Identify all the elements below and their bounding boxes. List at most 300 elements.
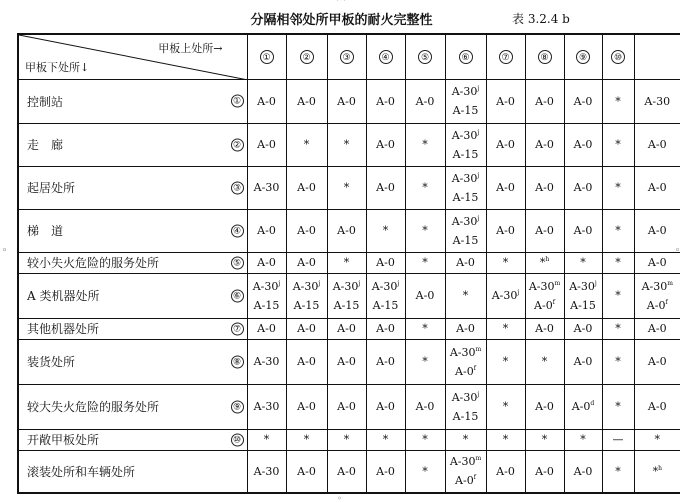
cell-value: A-30$^m$ [449,345,482,359]
cell-value: * [382,433,389,446]
cell-value: A-30$^m$ [449,455,482,469]
cell-value: A-0 [337,94,356,108]
cell-value: A-0 [337,322,356,335]
cell-value: A-0 [297,181,316,194]
corner-header [18,34,247,79]
footnote-mark: j [358,279,361,287]
row-number: ② [231,138,244,151]
value-cell [564,318,602,339]
cell-value: *$^h$ [539,256,550,269]
row-number: ④ [231,224,244,237]
cell-value: A-0 [535,94,554,108]
value-cell [327,209,366,252]
footnote-mark: h [545,256,550,263]
cell-value: * [422,355,428,368]
value-cell [366,79,405,123]
table-body [18,79,680,493]
value-cell [564,339,602,384]
value-cell [564,166,602,209]
cell-value: A-0 [573,224,593,237]
cell-value: * [382,224,389,237]
cell-value: A-30$^j$ [371,279,400,293]
cell-value: A-30$^m$ [528,279,561,293]
value-cell [634,79,680,123]
cell-value: A-0 [257,94,276,108]
cell-value: A-0 [573,181,593,194]
value-cell [486,123,525,166]
cell-value: A-0 [376,94,395,108]
table-row [18,384,680,429]
column-number: ⑥ [459,50,473,64]
cell-value: A-0 [257,138,276,151]
column-number: ⑦ [499,50,513,64]
row-label: 开敞甲板处所 [27,433,100,447]
value-cell [247,450,286,493]
footnote-mark: j [477,390,480,398]
value-cell [486,252,525,273]
crop-mark-right: ◦ [675,246,681,256]
table-row [18,273,680,318]
value-cell [445,318,486,339]
value-cell [564,384,602,429]
value-cell [366,318,405,339]
cell-value: A-30 [253,400,280,413]
table-row [18,450,680,493]
cell-value: A-0 [573,355,593,368]
cell-value: A-0 [337,224,356,237]
cell-value: A-0 [376,355,395,368]
title-bar [0,9,683,28]
cell-value: * [502,355,509,368]
value-cell [405,166,445,209]
value-cell [327,273,366,318]
cell-value: A-0$^d$ [571,400,595,413]
cell-value: * [615,355,621,368]
cell-value: A-0 [297,224,316,237]
cell-value: * [615,181,621,194]
cell-value: A-0$^f$ [534,298,555,312]
cell-value: A-0 [376,400,395,413]
row-label-cell [18,123,247,166]
footnote-mark: j [397,279,400,287]
cell-value: * [462,433,469,446]
value-cell [366,450,405,493]
value-cell [327,384,366,429]
value-cell [247,252,286,273]
row-label-cell [18,79,247,123]
row-label-cell [18,166,247,209]
value-cell [634,339,680,384]
cell-value: * [502,433,509,446]
value-cell [486,318,525,339]
cell-value: A-15 [452,104,479,117]
cell-value: — [612,433,624,446]
value-cell [286,339,327,384]
cell-value: * [303,433,310,446]
table-row [18,166,680,209]
crop-mark-bottom: ◦ [337,494,342,503]
value-cell [564,209,602,252]
value-cell [602,79,634,123]
cell-value: * [422,138,428,151]
cell-value: * [654,433,660,446]
cell-value: * [502,256,509,269]
value-cell [445,252,486,273]
value-cell [602,273,634,318]
value-cell [445,384,486,429]
cell-value: * [343,138,350,151]
table-row [18,339,680,384]
value-cell [525,123,564,166]
cell-value: * [615,322,621,335]
value-cell [366,123,405,166]
value-cell [286,79,327,123]
table-row [18,252,680,273]
footnote-mark: j [517,289,520,296]
value-cell [564,252,602,273]
row-number: ① [231,95,244,108]
value-cell [286,209,327,252]
value-cell [602,123,634,166]
cell-value: A-30 [253,181,280,194]
cell-value: * [502,400,509,413]
cell-value: A-0 [257,256,276,269]
value-cell [405,209,445,252]
cell-value: A-0 [535,181,554,194]
cell-value: A-0 [376,322,395,335]
value-cell [286,318,327,339]
cell-value: A-30$^j$ [451,128,480,142]
cell-value: A-0 [496,181,515,194]
value-cell [327,450,366,493]
cell-value: A-30$^j$ [252,279,281,293]
value-cell [366,209,405,252]
value-cell [366,384,405,429]
cell-value: A-30$^j$ [292,279,321,293]
cell-value: * [615,289,621,302]
value-cell [405,384,445,429]
cell-value: A-0 [297,464,316,478]
value-cell [486,429,525,450]
value-cell [634,318,680,339]
value-cell [486,273,525,318]
cell-value: * [422,464,428,478]
value-cell [525,273,564,318]
table-number: 表 3.2.4 b [512,12,570,26]
footnote-mark: m [667,279,673,287]
row-label: 起居处所 [27,181,76,195]
cell-value: A-0 [337,400,356,413]
value-cell [286,273,327,318]
column-header [445,34,486,79]
cell-value: A-15 [452,409,479,423]
value-cell [247,429,286,450]
value-cell [486,450,525,493]
value-cell [525,384,564,429]
value-cell [602,318,634,339]
cell-value: A-0 [297,94,316,108]
row-label-cell [18,450,247,493]
corner-bottom-label: 甲板下处所↓ [25,60,90,74]
column-number: ② [300,50,314,64]
cell-value: A-30$^j$ [451,171,480,185]
value-cell [405,318,445,339]
footnote-mark: m [554,279,561,287]
value-cell [525,450,564,493]
row-label: 较小失火危险的服务处所 [27,256,160,270]
value-cell [525,209,564,252]
value-cell [445,123,486,166]
cell-value: A-0 [647,355,667,368]
value-cell [445,339,486,384]
value-cell [525,79,564,123]
cell-value: A-0 [647,224,667,237]
value-cell [525,339,564,384]
row-label-cell [18,252,247,273]
footnote-mark: f [552,298,555,306]
value-cell [327,166,366,209]
row-label: 梯 道 [27,224,64,238]
row-label: 装货处所 [27,355,76,369]
cell-value: A-15 [452,233,479,247]
value-cell [564,79,602,123]
cell-value: A-30 [644,94,671,108]
value-cell [247,209,286,252]
cell-value: A-0 [376,256,395,269]
cell-value: A-0 [337,355,356,368]
value-cell [247,166,286,209]
cell-value: A-0 [647,400,667,413]
value-cell [634,384,680,429]
row-label-cell [18,318,247,339]
cell-value: A-15 [372,298,399,312]
value-cell [486,166,525,209]
cell-value: A-0 [496,224,515,237]
cell-value: *$^h$ [652,464,662,478]
row-label-cell [18,384,247,429]
value-cell [564,450,602,493]
column-header [366,34,405,79]
column-number: ⑧ [538,50,552,64]
cell-value: * [615,224,621,237]
value-cell [602,384,634,429]
value-cell [286,450,327,493]
value-cell [525,166,564,209]
value-cell [286,123,327,166]
value-cell [405,79,445,123]
value-cell [247,79,286,123]
value-cell [247,273,286,318]
cell-value: A-15 [452,190,479,204]
value-cell [366,252,405,273]
column-header [327,34,366,79]
value-cell [525,429,564,450]
cell-value: A-0 [647,256,667,269]
cell-value: * [541,433,548,446]
column-number: ⑨ [576,50,590,64]
cell-value: * [422,433,428,446]
cell-value: A-0 [535,224,554,237]
column-header [247,34,286,79]
value-cell [634,450,680,493]
value-cell [405,339,445,384]
cell-value: A-15 [570,298,596,312]
column-header [602,34,634,79]
footnote-mark: j [477,171,480,179]
column-header [405,34,445,79]
cell-value: A-15 [333,298,360,312]
value-cell [445,273,486,318]
value-cell [247,339,286,384]
cell-value: * [615,464,621,478]
cell-value: A-30$^j$ [451,390,480,404]
cell-value: A-0 [573,464,593,478]
corner-top-label: 甲板上处所→ [158,42,223,55]
cell-value: A-0 [297,400,316,413]
value-cell [486,384,525,429]
column-number: ⑤ [418,50,432,64]
cell-value: A-0 [647,138,667,151]
value-cell [286,429,327,450]
cell-value: A-0 [415,94,435,108]
value-cell [525,252,564,273]
row-number: ⑩ [231,433,244,446]
row-label: 其他机器处所 [27,322,100,336]
table-row [18,79,680,123]
value-cell [564,429,602,450]
row-label: 滚装处所和车辆处所 [27,464,136,479]
cell-value: A-0 [535,322,554,335]
cell-value: * [502,322,509,335]
cell-value: A-0 [376,138,395,151]
value-cell [564,273,602,318]
value-cell [445,450,486,493]
value-cell [634,252,680,273]
value-cell [445,209,486,252]
value-cell [405,252,445,273]
value-cell [405,273,445,318]
row-number: ⑦ [231,322,244,335]
value-cell [327,318,366,339]
value-cell [602,450,634,493]
value-cell [247,384,286,429]
column-header [564,34,602,79]
row-label-cell [18,339,247,384]
cell-value: * [541,355,548,368]
cell-value: A-0 [496,464,515,478]
cell-value: A-0 [573,322,593,335]
cell-value: A-0$^f$ [646,298,668,312]
value-cell [486,79,525,123]
cell-value: * [343,181,350,194]
cell-value: A-0 [297,355,316,368]
value-cell [634,209,680,252]
value-cell [366,166,405,209]
cell-value: A-15 [452,147,479,161]
cell-value: A-30$^j$ [451,85,480,98]
value-cell [405,429,445,450]
cell-value: A-0 [496,138,515,151]
cell-value: A-0 [376,181,395,194]
value-cell [327,123,366,166]
footnote-mark: m [475,345,482,353]
row-label: 较大失火危险的服务处所 [27,400,160,414]
table-row [18,429,680,450]
fire-integrity-table [17,33,680,494]
cell-value: A-0 [535,464,554,478]
footnote-mark: f [665,298,668,306]
footnote-mark: j [477,85,480,92]
row-label: A 类机器处所 [27,289,100,303]
value-cell [286,384,327,429]
footnote-mark: j [477,128,480,136]
footnote-mark: j [594,279,597,287]
cell-value: A-30 [253,464,280,478]
cell-value: A-15 [293,298,320,312]
value-cell [247,318,286,339]
cell-value: A-30$^m$ [641,279,673,293]
value-cell [327,339,366,384]
footnote-mark: h [658,464,662,472]
value-cell [602,339,634,384]
value-cell [445,79,486,123]
column-header [525,34,564,79]
cell-value: A-30$^j$ [451,214,480,228]
value-cell [602,166,634,209]
row-number: ⑤ [231,256,244,269]
cell-value: * [615,138,621,151]
value-cell [366,273,405,318]
value-cell [634,123,680,166]
footnote-mark: j [278,279,281,287]
value-cell [366,429,405,450]
cell-value: A-0$^f$ [455,364,476,378]
cell-value: * [343,256,350,269]
value-cell [634,429,680,450]
value-cell [405,450,445,493]
row-number: ⑨ [231,400,244,413]
cell-value: A-0 [573,138,593,151]
value-cell [286,166,327,209]
value-cell [564,123,602,166]
cell-value: * [462,289,469,302]
cell-value: A-0 [456,256,475,269]
cell-value: A-0 [257,322,276,335]
value-cell [486,209,525,252]
cell-value: A-0 [573,94,593,108]
cell-value: A-0 [456,322,475,335]
footnote-mark: m [475,455,482,463]
row-label: 控制站 [27,94,64,109]
cell-value: A-0 [496,94,515,108]
row-label: 走 廊 [27,138,64,152]
cell-value: * [343,433,350,446]
value-cell [634,273,680,318]
cell-value: * [422,181,428,194]
value-cell [327,429,366,450]
crop-mark-top: ⌒ [337,0,345,8]
cell-value: A-30$^j$ [569,279,597,293]
row-label-cell [18,209,247,252]
cell-value: * [422,322,428,335]
cell-value: * [303,138,310,151]
value-cell [445,166,486,209]
value-cell [445,429,486,450]
footnote-mark: d [590,400,595,407]
cell-value: A-0 [297,322,316,335]
cell-value: A-0 [297,256,316,269]
footnote-mark: j [477,214,480,222]
